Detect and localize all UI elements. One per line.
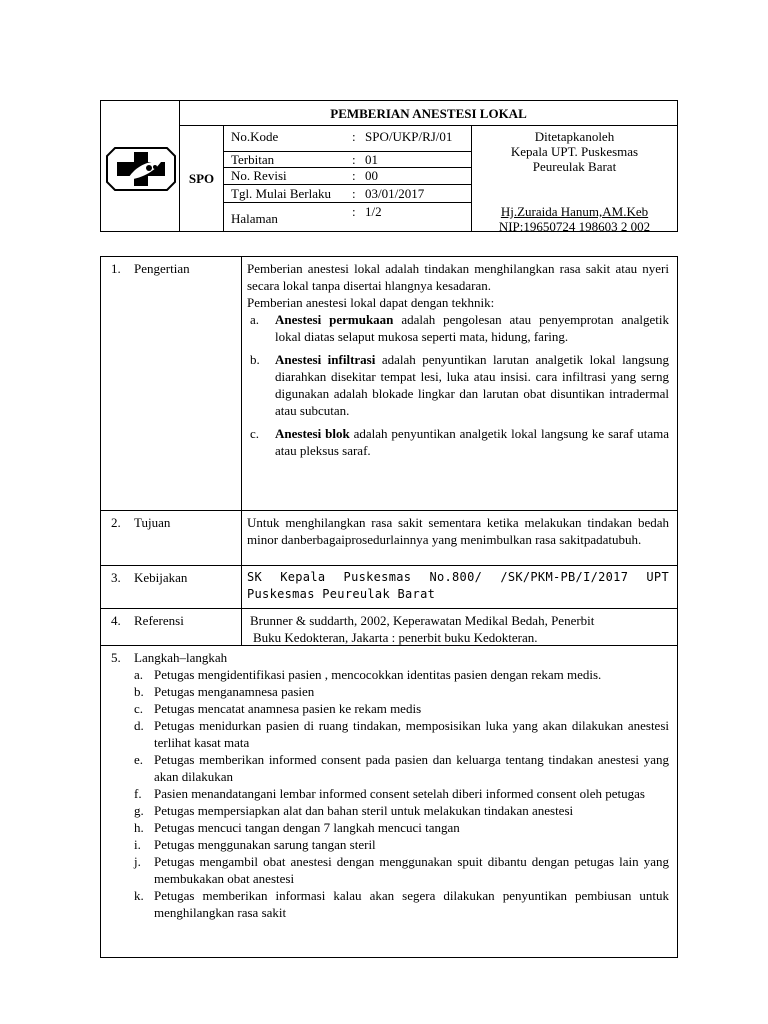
step-item	[134, 819, 669, 836]
reference-line: Buku Kedokteran, Jakarta : penerbit buku Kedokteran.	[253, 630, 538, 645]
meta-colon: :	[352, 152, 356, 167]
step-text: Petugas mempersiapkan alat dan bahan steril untuk melakukan tindakan anestesi	[154, 803, 574, 818]
section-content	[247, 260, 669, 459]
meta-row-tanggal	[224, 185, 472, 203]
section-pengertian	[101, 257, 677, 511]
step-letter: i.	[134, 837, 141, 852]
section-referensi	[101, 609, 677, 646]
step-text: Petugas mencatat anamnesa pasien ke rekam medis	[154, 701, 422, 716]
meta-label: Tgl. Mulai Berlaku	[231, 186, 332, 201]
meta-value: SPO/UKP/RJ/01	[365, 129, 453, 144]
item-letter: b.	[250, 352, 260, 367]
technique-text: adalah penyuntikan analgetik lokal langsung ke saraf utama atau pleksus saraf.	[275, 426, 669, 458]
section-content: Untuk menghilangkan rasa sakit sementara ketika melakukan tindakan bedah minor danberbagaiprosedurlainnya yang menimbulkan rasa sakitpadatubuh.	[247, 515, 669, 547]
step-letter: h.	[134, 820, 144, 835]
meta-label: Halaman	[231, 211, 278, 226]
approval-line: Peureulak Barat	[532, 159, 617, 174]
step-letter: j.	[134, 854, 141, 869]
section-number: 1.	[111, 261, 121, 276]
technique-term: Anestesi permukaan	[275, 312, 394, 327]
technique-term: Anestesi blok	[275, 426, 350, 441]
step-item	[134, 853, 669, 887]
puskesmas-logo-icon	[105, 146, 177, 192]
step-text: Pasien menandatangani lembar informed consent setelah diberi informed consent oleh petugas	[154, 786, 645, 801]
step-letter: g.	[134, 803, 144, 818]
logo-cell	[101, 101, 180, 231]
step-letter: k.	[134, 888, 144, 903]
meta-row-terbitan	[224, 152, 472, 168]
technique-item	[247, 351, 669, 419]
meta-value: 00	[365, 168, 378, 183]
step-text: Petugas menganamnesa pasien	[154, 684, 315, 699]
technique-text: adalah pengolesan atau penyemprotan analgetik lokal diatas selaput mukosa seperti mata, hidung, faring.	[275, 312, 669, 344]
step-text: Petugas mengambil obat anestesi dengan menggunakan spuit dibantu dengan petugas lain yang membukakan obat anestesi	[154, 854, 669, 886]
section-number: 2.	[111, 515, 121, 530]
step-item	[134, 802, 669, 819]
step-item	[134, 717, 669, 751]
section-kebijakan	[101, 566, 677, 609]
meta-label: No. Revisi	[231, 168, 287, 183]
step-item	[134, 751, 669, 785]
step-item	[134, 700, 669, 717]
technique-item	[247, 311, 669, 345]
meta-colon: :	[352, 186, 356, 201]
section-label: Pengertian	[134, 261, 190, 276]
section-number: 4.	[111, 613, 121, 628]
meta-value: 01	[365, 152, 378, 167]
document-title: PEMBERIAN ANESTESI LOKAL	[180, 101, 677, 126]
meta-row-revisi	[224, 168, 472, 185]
step-text: Petugas mengidentifikasi pasien , mencocokkan identitas pasien dengan rekam medis.	[154, 667, 602, 682]
meta-colon: :	[352, 204, 356, 219]
meta-row-halaman	[224, 203, 472, 231]
step-item	[134, 683, 669, 700]
document-meta	[224, 126, 472, 231]
step-letter: c.	[134, 701, 144, 716]
step-letter: b.	[134, 684, 144, 699]
section-label: Tujuan	[134, 515, 171, 530]
technique-text: adalah penyuntikan larutan analgetik lokal langsung diarahkan disekitar tempat lesi, luka atau insisi. cara infiltrasi yang serng digunakan adalah blokade lingkar dan larutan obat disuntikan intradermal atau subcutan.	[275, 352, 670, 418]
spo-label: SPO	[180, 126, 224, 231]
technique-term: Anestesi infiltrasi	[275, 352, 376, 367]
approval-block	[472, 126, 677, 234]
step-item	[134, 785, 669, 802]
section-tujuan	[101, 511, 677, 566]
steps-list	[134, 666, 669, 921]
meta-label: No.Kode	[231, 129, 279, 144]
meta-colon: :	[352, 168, 356, 183]
step-item	[134, 836, 669, 853]
meta-row-kode	[224, 126, 472, 152]
meta-value: 03/01/2017	[365, 186, 425, 201]
step-text: Petugas mencuci tangan dengan 7 langkah mencuci tangan	[154, 820, 460, 835]
approval-line: Kepala UPT. Puskesmas	[510, 144, 639, 159]
step-letter: e.	[134, 752, 144, 767]
step-letter: d.	[134, 718, 144, 733]
step-text: Petugas memberikan informed consent pada pasien dan keluarga tentang tindakan anestesi yang akan dilakukan	[154, 752, 669, 784]
step-text: Petugas memberikan informasi kalau akan segera dilakukan penyuntikan pembiusan untuk menghilangkan rasa sakit	[154, 888, 669, 920]
item-letter: a.	[250, 312, 260, 327]
step-letter: f.	[134, 786, 142, 801]
definition-paragraph: Pemberian anestesi lokal adalah tindakan menghilangkan rasa sakit atau nyeri secara lokal tanpa disertai hlangnya kesadaran.	[247, 261, 669, 293]
step-item	[134, 887, 669, 921]
section-content	[250, 612, 669, 646]
section-number: 5.	[111, 650, 121, 665]
step-letter: a.	[134, 667, 144, 682]
section-label: Langkah–langkah	[134, 650, 228, 665]
section-label: Referensi	[134, 613, 184, 628]
step-item	[134, 666, 669, 683]
procedure-table	[100, 256, 678, 958]
technique-item	[247, 425, 669, 459]
signer-nip: NIP:19650724 198603 2 002	[498, 219, 651, 234]
meta-value: 1/2	[365, 204, 382, 219]
section-label: Kebijakan	[134, 570, 188, 585]
step-text: Petugas menidurkan pasien di ruang tindakan, memposisikan luka yang akan dilakukan anestesi terlihat kasat mata	[154, 718, 669, 750]
step-text: Petugas menggunakan sarung tangan steril	[154, 837, 376, 852]
header-table	[100, 100, 678, 232]
section-number: 3.	[111, 570, 121, 585]
approval-line: Ditetapkanoleh	[534, 129, 615, 144]
signer-name: Hj.Zuraida Hanum,AM.Keb	[500, 204, 649, 219]
meta-colon: :	[352, 129, 356, 144]
section-langkah	[101, 646, 677, 958]
technique-intro: Pemberian anestesi lokal dapat dengan tekhnik:	[247, 295, 495, 310]
reference-line: Brunner & suddarth, 2002, Keperawatan Medikal Bedah, Penerbit	[250, 613, 595, 628]
section-content: SK Kepala Puskesmas No.800/ /SK/PKM-PB/I/2017 UPT Puskesmas Peureulak Barat	[247, 570, 669, 601]
item-letter: c.	[250, 426, 260, 441]
meta-label: Terbitan	[231, 152, 275, 167]
